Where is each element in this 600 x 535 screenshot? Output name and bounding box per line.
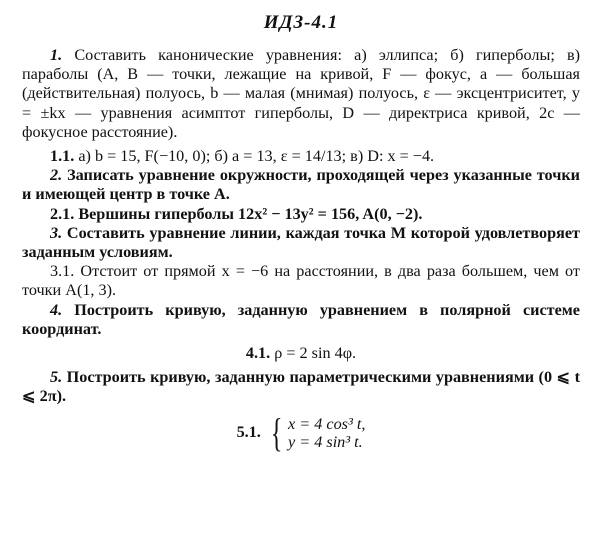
task-2-1 (22, 205, 580, 224)
task-4 (22, 301, 580, 339)
task-1-1-text: а) b = 15, F(−10, 0); б) a = 13, ε = 14/13; в) D: x = −4. (78, 147, 435, 166)
task-1-1 (22, 147, 580, 166)
task-1-number: 1. (50, 46, 63, 64)
task-2 (22, 166, 580, 204)
task-4-1 (22, 344, 580, 363)
task-2-text: Записать уравнение окружности, проходящей через указанные точки и имеющей центр в точке A. (22, 166, 581, 204)
task-3-1 (22, 262, 580, 300)
task-2-number: 2. (50, 166, 63, 185)
task-5-1 (22, 409, 580, 455)
task-2-1-text: Вершины гиперболы 12x² − 13y² = 156, A(0, −2). (78, 204, 423, 223)
task-4-text: Построить кривую, заданную уравнением в полярной системе координат. (22, 300, 580, 338)
parametric-system (288, 415, 365, 451)
task-1 (22, 46, 580, 142)
task-5-1-number: 5.1. (236, 423, 261, 442)
system-brace: { (270, 409, 283, 455)
task-3 (22, 224, 580, 262)
task-5-text: Построить кривую, заданную параметрическими уравнениями (0 ⩽ t ⩽ 2π). (22, 368, 580, 406)
task-3-1-number: 3.1. (50, 262, 75, 281)
equation-x: x = 4 cos³ t, (288, 414, 366, 433)
task-1-1-number: 1.1. (50, 147, 75, 166)
page-title: ИДЗ-4.1 (263, 12, 339, 33)
task-3-1-text: Отстоит от прямой x = −6 на расстоянии, в два раза большем, чем от точки A(1, 3). (22, 262, 580, 300)
task-5 (22, 368, 580, 406)
task-4-1-number: 4.1. (245, 344, 271, 363)
task-3-text: Составить уравнение линии, каждая точка M которой удовлетворяет заданным условиям. (22, 223, 581, 262)
task-5-number: 5. (50, 368, 63, 387)
task-3-number: 3. (50, 223, 63, 242)
task-4-1-text: ρ = 2 sin 4φ. (274, 344, 357, 363)
task-2-1-number: 2.1. (50, 204, 75, 223)
task-4-number: 4. (50, 300, 63, 319)
equation-y: y = 4 sin³ t. (288, 432, 363, 451)
task-1-text: Составить канонические уравнения: а) эллипса; б) гиперболы; в) параболы (A, B — точки, лежащие на кривой, F — фокус, a — большая (действительная) полуось, b — малая (мнимая) полуось, ε — эксцентриситет, y = ±kx — уравнения асимптот гиперболы, D — директриса кривой, 2c — фокусное расстояние). (22, 46, 581, 141)
